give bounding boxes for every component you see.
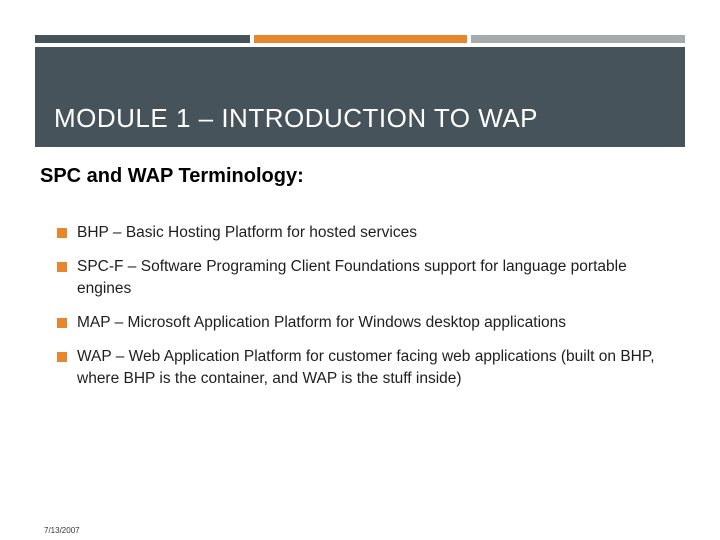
bullet-text: WAP – Web Application Platform for customer facing web applications (built on BHP, where BHP is the container, and WAP is the stuff inside)	[77, 348, 655, 387]
square-bullet-icon	[57, 318, 67, 328]
bullet-text: MAP – Microsoft Application Platform for Windows desktop applications	[77, 314, 567, 331]
square-bullet-icon	[57, 262, 67, 272]
bullet-item	[56, 346, 656, 390]
accent-bar-dark	[35, 35, 250, 43]
square-bullet-icon	[57, 352, 67, 362]
slide-subtitle: SPC and WAP Terminology:	[40, 165, 304, 187]
bullet-item	[56, 256, 656, 300]
slide-title: MODULE 1 – INTRODUCTION TO WAP	[54, 103, 539, 133]
title-banner	[35, 47, 685, 147]
footer-date: 7/13/2007	[44, 526, 80, 535]
bullet-list	[56, 222, 656, 402]
bullet-text: SPC-F – Software Programing Client Foundations support for language portable engines	[77, 258, 627, 297]
bullet-item	[56, 312, 656, 334]
bullet-item	[56, 222, 656, 244]
accent-bar-orange	[254, 35, 467, 43]
square-bullet-icon	[57, 228, 67, 238]
bullet-text: BHP – Basic Hosting Platform for hosted services	[77, 224, 417, 241]
accent-bar-gray	[471, 35, 685, 43]
